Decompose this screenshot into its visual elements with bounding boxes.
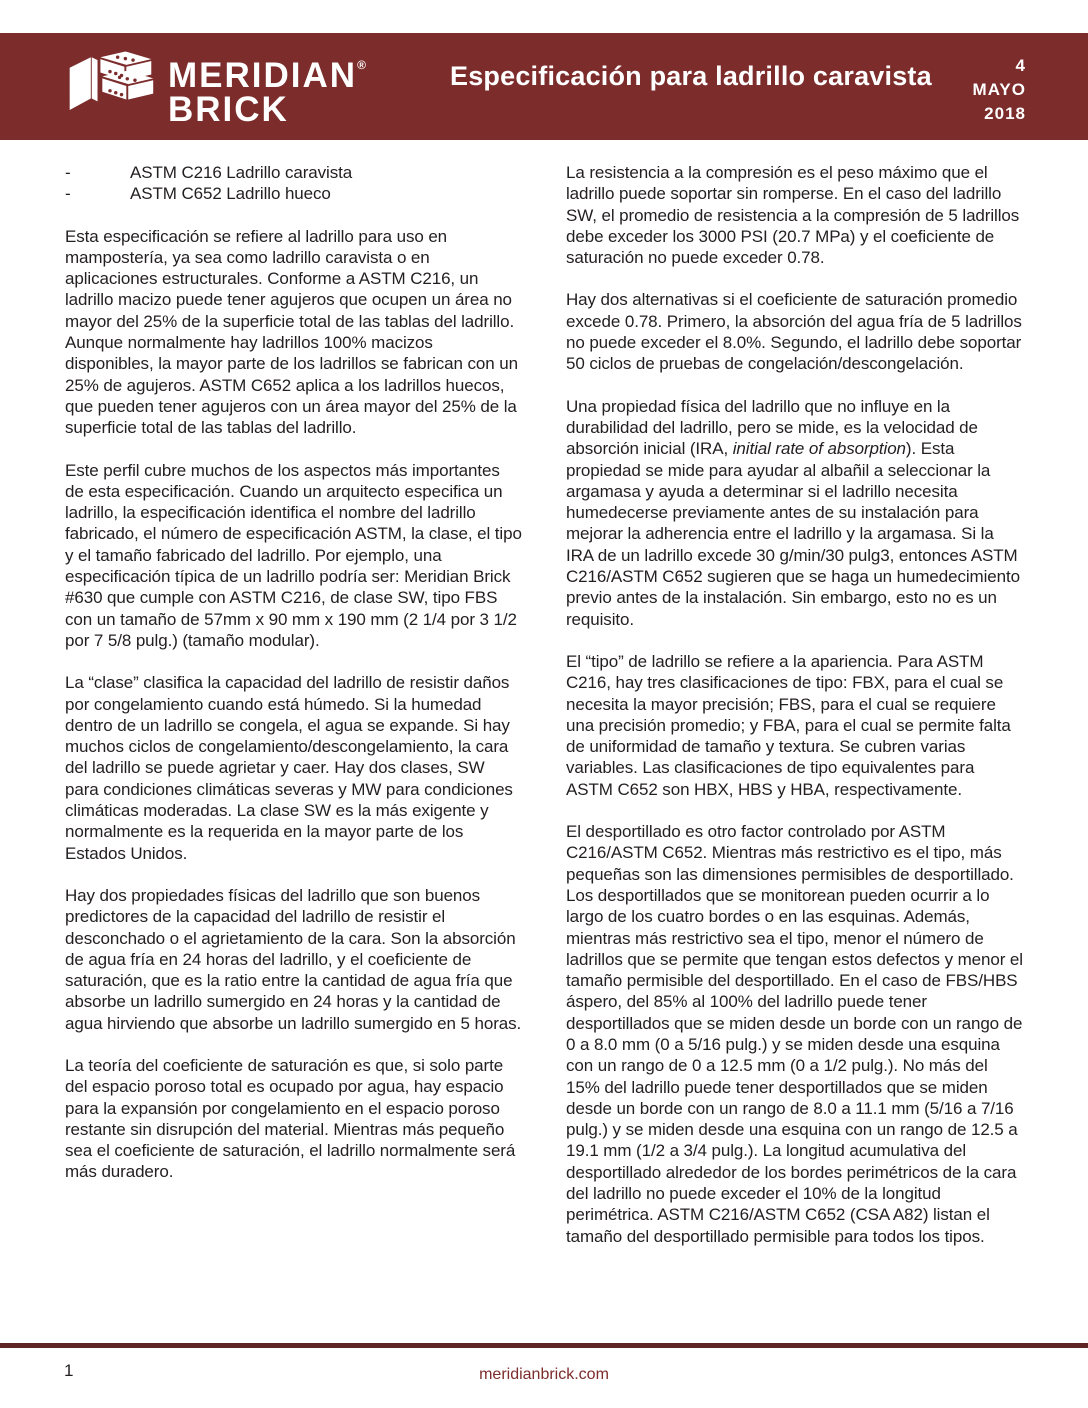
list-item bbox=[65, 162, 522, 183]
ira-text-before: Una propiedad física del ladrillo que no influye en la durabilidad del ladrillo, pero se mide, es la velocidad de absorción inicial (IRA, bbox=[566, 396, 978, 459]
paragraph-class: La “clase” clasifica la capacidad del ladrillo de resistir daños por congelamiento cuando está húmedo. Si la humedad dentro de un ladrillo se congela, el agua se expande. Si hay muchos ciclos de congelamiento/descongelamiento, la cara del ladrillo se puede agrietar y caer. Hay dos clases, SW para condiciones climáticas severas y MW para condiciones climáticas moderadas. La clase SW es la más exigente y normalmente es la requerida en la mayor parte de los Estados Unidos. bbox=[65, 673, 513, 863]
document-title: Especificación para ladrillo caravista bbox=[450, 61, 932, 91]
right-column bbox=[566, 162, 1023, 1268]
paragraph-type: El “tipo” de ladrillo se refiere a la apariencia. Para ASTM C216, hay tres clasificaciones de tipo: FBX, para el cual se necesita la mayor precisión; FBS, para el cual se requiere una precisión promedio; y FBA, para el cual se permite falta de uniformidad de tamaño y textura. Se cubren varias variables. Las clasificaciones de tipo equivalentes para ASTM C652 son HBX, HBS y HBA, respectivamente. bbox=[566, 651, 1011, 799]
list-item bbox=[65, 183, 522, 204]
bullet-dash: - bbox=[65, 163, 71, 182]
website-link[interactable]: meridianbrick.com bbox=[479, 1366, 609, 1383]
footer-divider bbox=[0, 1343, 1088, 1348]
standards-bullet-list bbox=[65, 162, 522, 205]
meridian-brick-logo bbox=[62, 48, 366, 127]
paragraph-ira bbox=[566, 396, 1023, 630]
brand-wordmark bbox=[168, 48, 366, 127]
paragraph-chippage: El desportillado es otro factor controlado por ASTM C216/ASTM C652. Mientras más restrictivo es el tipo, más pequeñas son las dimensiones permisibles de desportillado. Los desportillados que se monitorean pueden ocurrir a lo largo de los cuatro bordes o en las esquinas. Además, mientras más restrictivo sea el tipo, menor el número de ladrillos que se permite que tengan estos defectos y menor el tamaño permisible del desportillado. En el caso de FBS/HBS áspero, del 85% al 100% del ladrillo puede tener desportillados que se miden desde un borde con un rango de 0 a 8.0 mm (0 a 5/16 pulg.) y se miden desde una esquina con un rango de 0 a 12.5 mm (0 a 1/2 pulg.). No más del 15% del ladrillo puede tener desportillados que se miden desde un borde con un rango de 8.0 a 11.1 mm (5/16 a 7/16 pulg.) y se miden desde una esquina con un rango de 12.5 a 19.1 mm (1/2 a 3/4 pulg.). La longitud acumulativa del desportillado alrededor de los bordes perimétricos de la cara del ladrillo no puede exceder el 10% de la longitud perimétrica. ASTM C216/ASTM C652 (CSA A82) listan el tamaño del desportillado permisible para todos los tipos. bbox=[566, 822, 1023, 1246]
paragraph-scope: Esta especificación se refiere al ladrillo para uso en mampostería, ya sea como ladrillo caravista o en aplicaciones estructurales. Conforme a ASTM C216, un ladrillo macizo puede tener agujeros que ocupen un área no mayor del 25% de la superficie total de las tablas del ladrillo. Aunque normalmente hay ladrillos 100% macizos disponibles, la mayor parte de los ladrillos se fabrican con un 25% de agujeros. ASTM C652 aplica a los ladrillos huecos, que pueden tener agujeros con un área mayor del 25% de la superficie total de las tablas del ladrillo. bbox=[65, 226, 518, 438]
paragraph-compression: La resistencia a la compresión es el peso máximo que el ladrillo puede soportar sin romperse. En el caso del ladrillo SW, el promedio de resistencia a la compresión de 5 ladrillos debe exceder los 3000 PSI (20.7 MPa) y el coeficiente de saturación no puede exceder 0.78. bbox=[566, 163, 1020, 268]
bullet-dash: - bbox=[65, 184, 71, 204]
paragraph-alternatives: Hay dos alternativas si el coeficiente de saturación promedio excede 0.78. Primero, la absorción del agua fría de 5 ladrillos no puede exceder el 8.0%. Segundo, el ladrillo debe soportar 50 ciclos de pruebas de congelación/descongelación. bbox=[566, 290, 1022, 374]
document-date bbox=[973, 54, 1026, 126]
date-day: 4 bbox=[1015, 56, 1026, 75]
page-number: 1 bbox=[64, 1361, 74, 1380]
ira-text-after: ). Esta propiedad se mide para ayudar al albañil a seleccionar la argamasa y ayuda a determinar si el ladrillo necesita humedecerse previamente antes de su instalación para mejorar la adherencia entre el ladrillo y la argamasa. Si la IRA de un ladrillo excede 30 g/min/30 pulg3, entonces ASTM C216/ASTM C652 sugieren que se haga un humedecimiento previo antes de la instalación. Sin embargo, esto no es un requisito. bbox=[566, 439, 1020, 629]
paragraph-physical-properties: Hay dos propiedades físicas del ladrillo que son buenos predictores de la capacidad del ladrillo de resistir el desconchado o el agrietamiento de la cara. Son la absorción de agua fría en 24 horas del ladrillo, y el coeficiente de saturación, que es la ratio entre la cantidad de agua fría que absorbe un ladrillo sumergido en 24 horas y la cantidad de agua hirviendo que absorbe un ladrillo sumergido en 5 horas. bbox=[65, 885, 522, 1033]
paragraph-saturation-theory: La teoría del coeficiente de saturación es que, si solo parte del espacio poroso total es ocupado por agua, hay espacio para la expansión por congelamiento en el espacio poroso restante sin disrupción del material. Mientras más pequeño sea el coeficiente de saturación, el ladrillo normalmente será más duradero. bbox=[65, 1055, 516, 1182]
paragraph-profile: Este perfil cubre muchos de los aspectos más importantes de esta especificación. Cuando un arquitecto especifica un ladrillo, la especificación identifica el nombre del ladrillo fabricado, el número de especificación ASTM, la clase, el tipo y el tamaño fabricado del ladrillo. Por ejemplo, una especificación típica de un ladrillo podría ser: Meridian Brick #630 que cumple con ASTM C216, de clase SW, tipo FBS con un tamaño de 57mm x 90 mm x 190 mm (2 1/4 por 3 1/2 por 7 5/8 pulg.) (tamaño modular). bbox=[65, 460, 522, 650]
bullet-text: ASTM C216 Ladrillo caravista bbox=[130, 163, 353, 182]
date-year: 2018 bbox=[984, 104, 1026, 123]
body-content bbox=[65, 162, 1023, 1268]
date-month: MAYO bbox=[972, 80, 1026, 99]
ira-italic-phrase: initial rate of absorption bbox=[732, 439, 906, 459]
brand-line2: BRICK bbox=[168, 90, 289, 129]
left-column bbox=[65, 162, 522, 1268]
brick-stack-icon bbox=[62, 48, 158, 124]
bullet-text: ASTM C652 Ladrillo hueco bbox=[130, 184, 331, 204]
registered-trademark-symbol: ® bbox=[357, 58, 366, 72]
brand-line1: MERIDIAN bbox=[168, 56, 358, 95]
header-bar bbox=[0, 33, 1088, 140]
